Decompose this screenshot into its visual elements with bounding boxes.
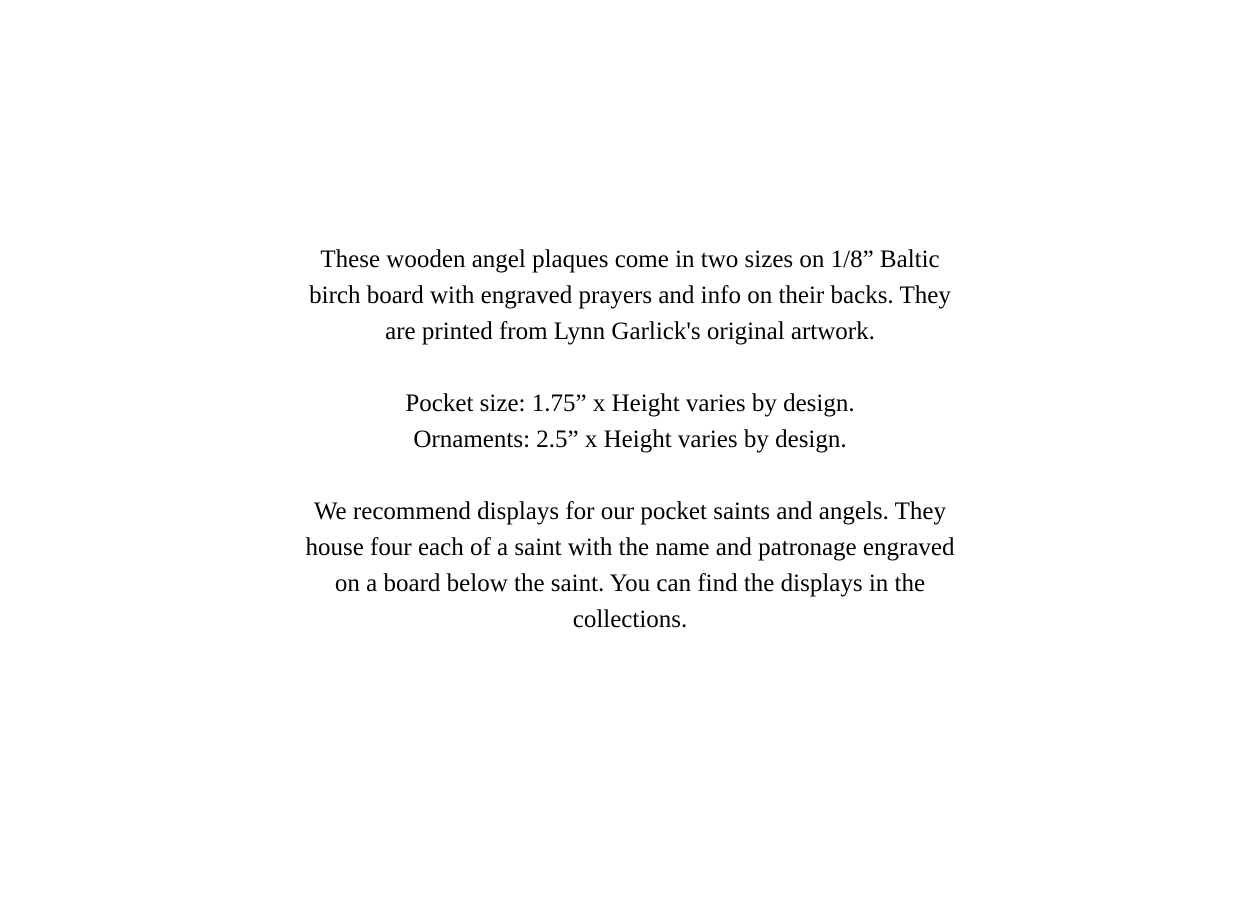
- description-line: house four each of a saint with the name and patronage engraved: [305, 534, 955, 561]
- description-line: These wooden angel plaques come in two sizes on 1/8” Baltic: [320, 246, 940, 273]
- description-line: on a board below the saint. You can find the displays in the: [334, 570, 926, 597]
- description-line: We recommend displays for our pocket saints and angels. They: [313, 498, 947, 525]
- description-paragraph-displays: [220, 494, 1040, 638]
- pocket-size-line: Pocket size: 1.75” x Height varies by design.: [405, 390, 855, 417]
- description-line: birch board with engraved prayers and info on their backs. They: [309, 282, 951, 309]
- description-line: collections.: [572, 606, 688, 633]
- ornament-size-line: Ornaments: 2.5” x Height varies by design.: [413, 426, 847, 453]
- description-paragraph-sizes: [220, 386, 1040, 458]
- description-line: are printed from Lynn Garlick's original artwork.: [385, 318, 875, 345]
- description-paragraph-intro: [220, 242, 1040, 350]
